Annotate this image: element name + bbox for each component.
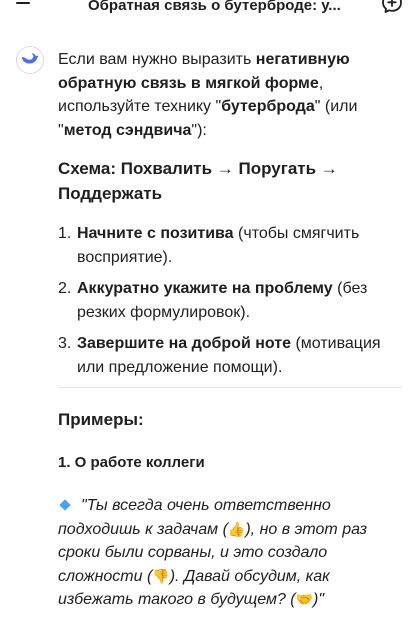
step-text: (без резких формулировок). [77,280,368,321]
menu-icon[interactable] [16,0,36,12]
example-text: )" [313,591,325,608]
assistant-avatar [16,46,44,74]
example-text: ). Давай обсудим, как избежать такого в будущем? ( [58,567,330,608]
example-1-quote [58,494,402,612]
intro-text: , используйте технику " [58,74,324,115]
handshake-icon: 🤝 [295,591,314,607]
thumbs-up-icon: 👍 [227,520,246,537]
intro-bold-negative-feedback: негативную обратную связь в мягкой форме [58,51,350,92]
list-item [58,277,402,324]
step-bold-text: Начните с позитива [77,225,234,242]
list-item [58,222,402,269]
list-item [58,332,402,379]
scheme-heading: Схема: Похвалить → Поругать → Поддержать [58,159,338,203]
intro-paragraph [58,48,402,142]
list-number: 1. [58,225,72,242]
intro-text: Если вам нужно выразить [58,51,256,68]
list-number: 2. [58,280,72,297]
step-text: (чтобы смягчить восприятие). [77,225,360,266]
step-text: (мотивация или предложение помощи). [77,335,381,376]
example-text: "Ты всегда очень ответственно подходишь к задачам ( [58,497,331,538]
thumbs-down-icon: 👎 [152,567,170,584]
assistant-message [58,48,402,612]
intro-bold-sandwich-method: метод сэндвича [63,121,192,139]
step-bold-text: Аккуратно укажите на проблему [77,280,333,297]
intro-bold-sandwich: бутерброда [221,98,315,115]
list-number: 3. [58,335,72,352]
chat-title[interactable]: Обратная связь о бутерброде: у... [88,0,341,14]
intro-text: " (или " [58,98,358,139]
blue-diamond-icon [59,499,70,510]
step-bold-text: Завершите на доброй ноте [77,335,291,352]
example-text: ), но в этот раз сроки были сорваны, и это создало сложности ( [58,520,368,585]
top-bar [0,0,418,18]
steps-list [58,222,402,379]
divider [58,387,402,388]
whale-logo-icon [21,51,39,70]
examples-heading: Примеры: [58,410,144,429]
new-chat-icon[interactable] [381,0,403,14]
intro-text: "): [191,121,207,139]
example-1-heading: 1. О работе коллеги [58,454,205,471]
